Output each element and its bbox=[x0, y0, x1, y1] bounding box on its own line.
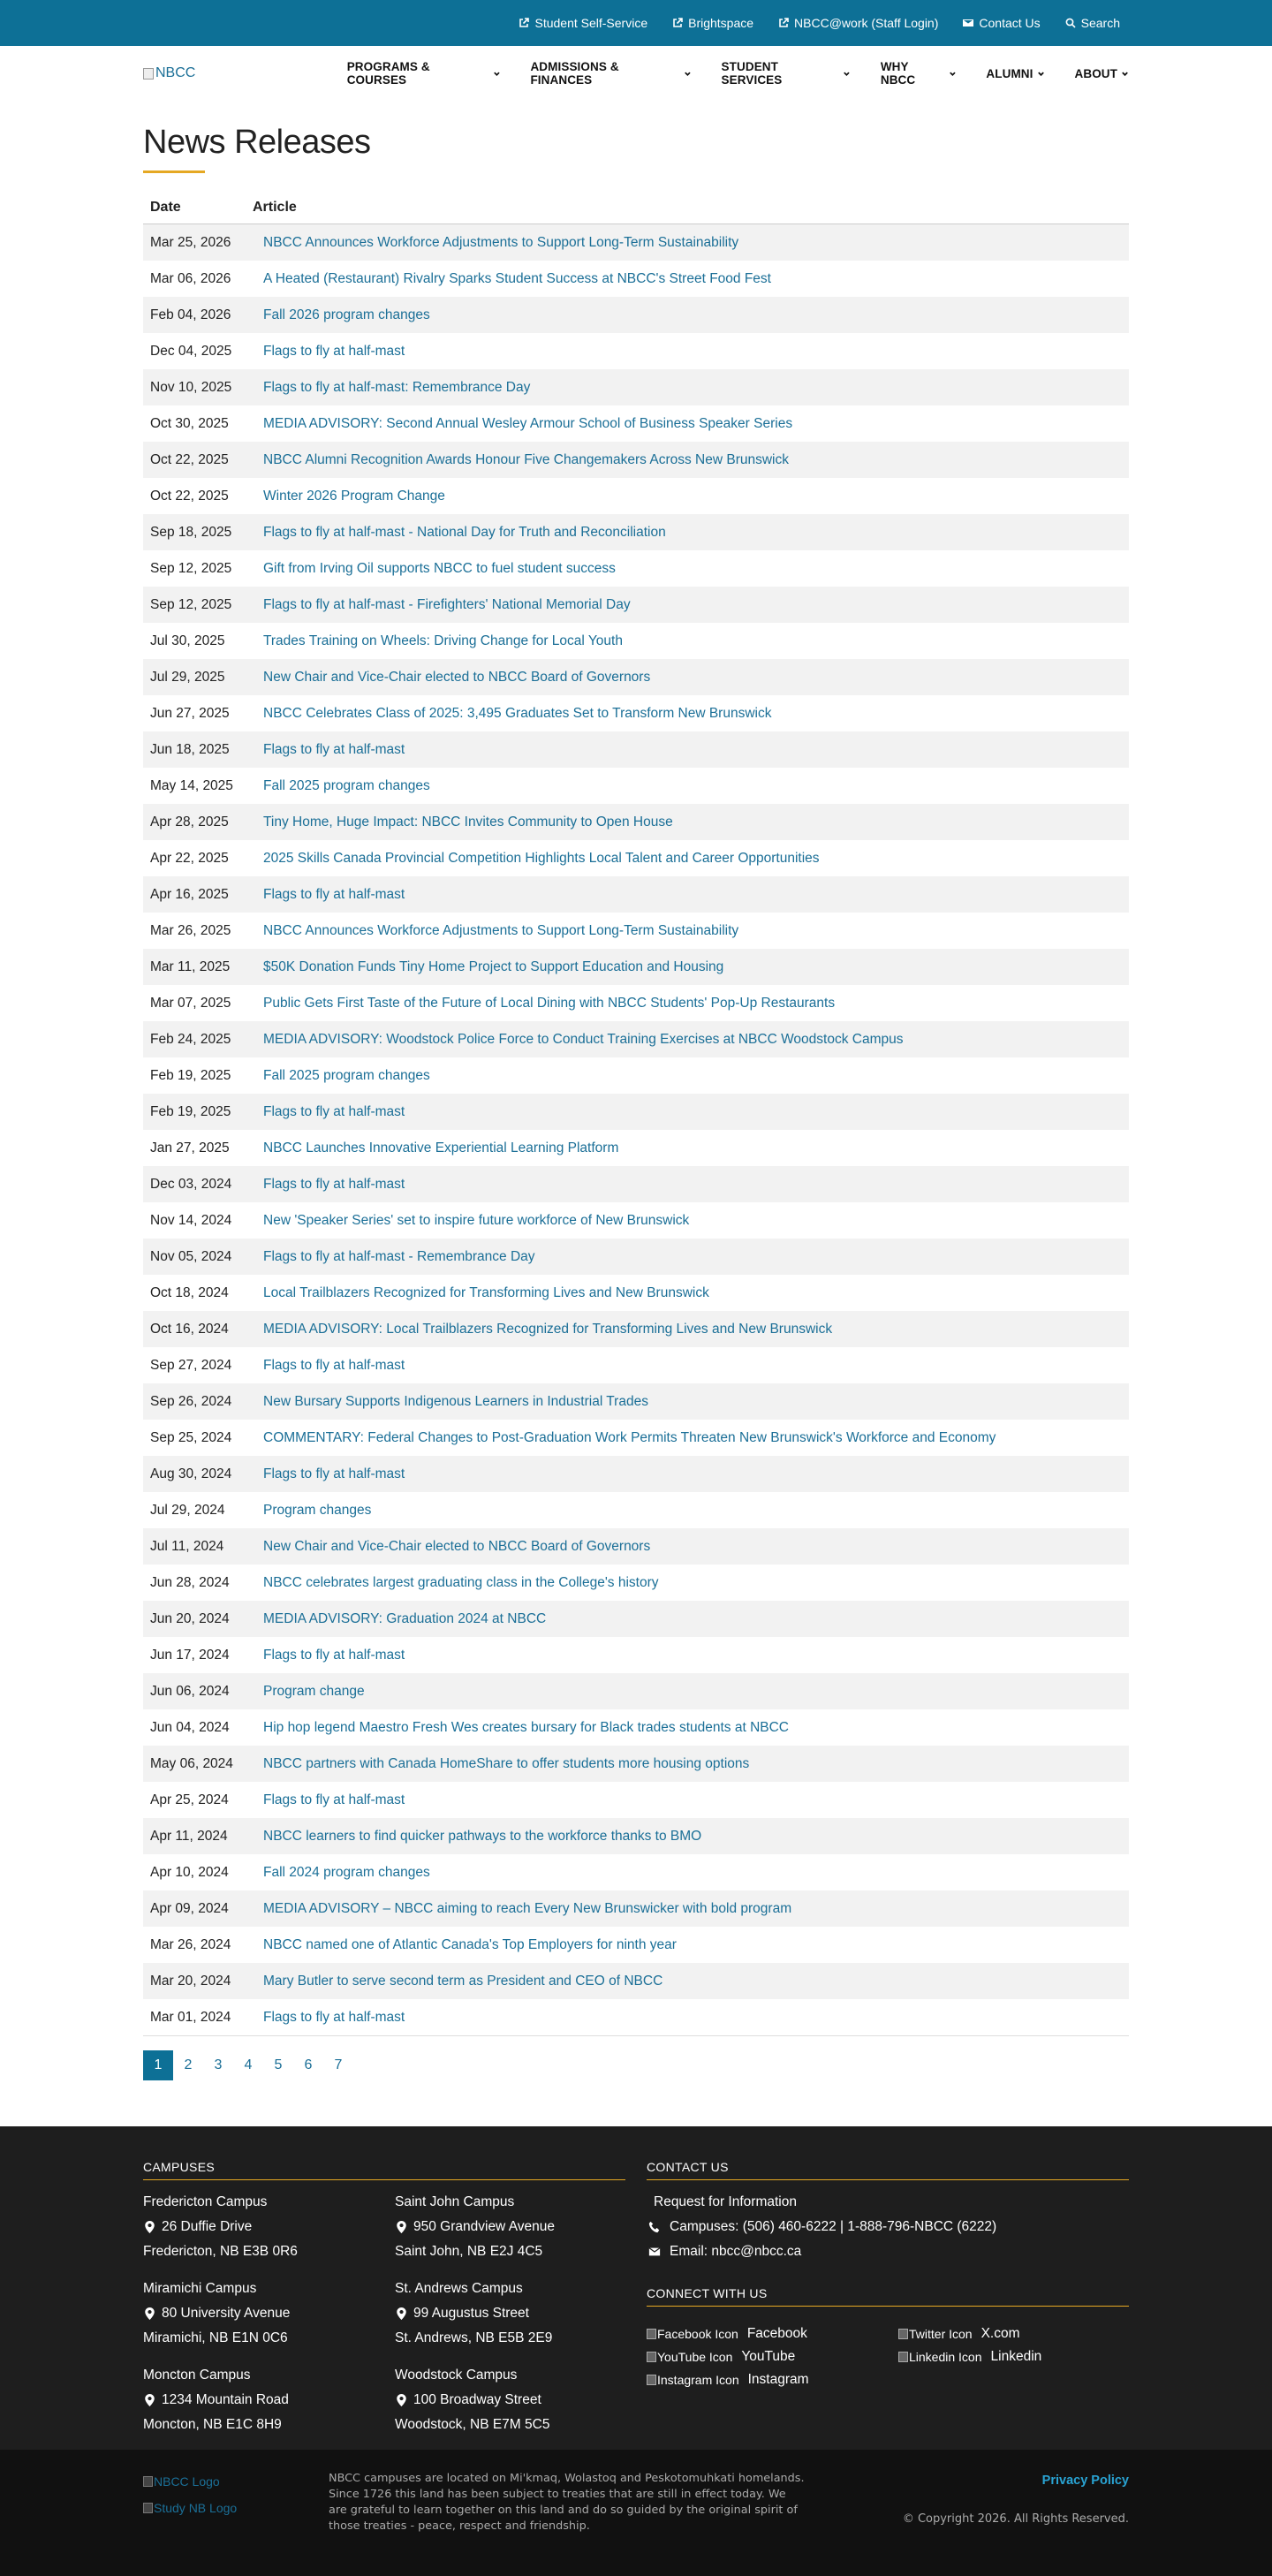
social-label: X.com bbox=[980, 2326, 1020, 2341]
nbcc-logo[interactable]: NBCC bbox=[143, 65, 317, 81]
footer bbox=[0, 2126, 1272, 2450]
table-header bbox=[143, 192, 1129, 224]
table-row bbox=[143, 1420, 1129, 1456]
table-row bbox=[143, 1239, 1129, 1275]
article-link[interactable]: Flags to fly at half-mast bbox=[263, 1466, 405, 1481]
campus-city: Saint John, NB E2J 4C5 bbox=[395, 2244, 543, 2259]
icon-alt-text: Linkedin Icon bbox=[909, 2350, 982, 2364]
article-link[interactable]: 2025 Skills Canada Provincial Competition Highlights Local Talent and Career Opportunities bbox=[263, 850, 820, 866]
row-date: Jul 30, 2025 bbox=[150, 633, 225, 648]
contact-us-link[interactable]: Contact Us bbox=[963, 16, 1040, 30]
table-row bbox=[143, 550, 1129, 587]
page-4-button[interactable]: 4 bbox=[244, 2057, 253, 2072]
search-icon bbox=[1065, 18, 1076, 28]
table-row bbox=[143, 1890, 1129, 1927]
row-date: Jun 27, 2025 bbox=[150, 705, 230, 721]
social-label: Instagram bbox=[747, 2372, 809, 2387]
campus-street bbox=[143, 2306, 395, 2322]
row-date: Sep 26, 2024 bbox=[150, 1393, 232, 1409]
table-row bbox=[143, 1963, 1129, 1999]
campus-city: Fredericton, NB E3B 0R6 bbox=[143, 2244, 298, 2259]
row-date: Jun 18, 2025 bbox=[150, 741, 230, 757]
row-date: Feb 24, 2025 bbox=[150, 1031, 231, 1047]
table-row bbox=[143, 1818, 1129, 1854]
table-row bbox=[143, 804, 1129, 840]
main-content bbox=[0, 124, 1272, 2080]
campus-street bbox=[143, 2392, 395, 2408]
row-date: Apr 10, 2024 bbox=[150, 1864, 229, 1880]
table-row bbox=[143, 1492, 1129, 1528]
article-link[interactable]: Fall 2026 program changes bbox=[263, 307, 430, 322]
campuses-section bbox=[143, 2126, 625, 2450]
campus-name: Miramichi Campus bbox=[143, 2281, 257, 2296]
row-date: Aug 30, 2024 bbox=[150, 1466, 232, 1481]
icon-alt-text: YouTube Icon bbox=[657, 2350, 733, 2364]
row-date: Apr 16, 2025 bbox=[150, 886, 229, 902]
table-row bbox=[143, 587, 1129, 623]
campus-city: St. Andrews, NB E5B 2E9 bbox=[395, 2330, 553, 2345]
campus-card bbox=[395, 2281, 625, 2355]
page-title: News Releases bbox=[143, 124, 371, 161]
article-link[interactable]: Fall 2024 program changes bbox=[263, 1864, 430, 1880]
table-row bbox=[143, 1709, 1129, 1746]
article-link[interactable]: NBCC Launches Innovative Experiential Learning Platform bbox=[263, 1140, 619, 1155]
bottom-bar bbox=[0, 2450, 1272, 2576]
table-row bbox=[143, 442, 1129, 478]
icon-alt-text: Facebook Icon bbox=[657, 2327, 738, 2341]
article-link[interactable]: Mary Butler to serve second term as President and CEO of NBCC bbox=[263, 1973, 663, 1989]
column-header-date: Date bbox=[150, 200, 181, 215]
article-link[interactable]: Fall 2025 program changes bbox=[263, 1067, 430, 1083]
icon-alt-text: Twitter Icon bbox=[909, 2327, 973, 2341]
broken-image-icon bbox=[898, 2350, 982, 2364]
row-date: Sep 12, 2025 bbox=[150, 596, 232, 612]
row-date: Jun 20, 2024 bbox=[150, 1610, 230, 1626]
street-text: 99 Augustus Street bbox=[413, 2306, 529, 2321]
article-link[interactable]: NBCC Announces Workforce Adjustments to Support Long-Term Sustainability bbox=[263, 922, 739, 938]
table-row bbox=[143, 224, 1129, 261]
article-link[interactable]: Flags to fly at half-mast bbox=[263, 741, 405, 757]
title-underline bbox=[143, 170, 205, 173]
campus-name: Saint John Campus bbox=[395, 2194, 515, 2209]
table-row bbox=[143, 1528, 1129, 1565]
land-acknowledgement: NBCC campuses are located on Mi'kmaq, Wolastoq and Peskotomuhkati homelands. Since 1726 this land has been subject to treaties that are still in effect today. We are grateful to learn together on this land and do so guided by the original spirit of those treaties - peace, respect and friendship. bbox=[329, 2472, 805, 2533]
article-link[interactable]: NBCC Alumni Recognition Awards Honour Five Changemakers Across New Brunswick bbox=[263, 451, 789, 467]
campus-street bbox=[395, 2306, 625, 2322]
row-date: Jul 11, 2024 bbox=[150, 1538, 224, 1554]
social-links bbox=[647, 2326, 1129, 2388]
nav-programs-courses[interactable]: PROGRAMS & COURSES bbox=[347, 60, 501, 87]
row-date: Jun 28, 2024 bbox=[150, 1574, 230, 1590]
broken-image-icon bbox=[647, 2373, 739, 2387]
street-text: 80 University Avenue bbox=[162, 2306, 291, 2321]
broken-image-icon bbox=[898, 2327, 973, 2341]
street-text: 950 Grandview Avenue bbox=[413, 2219, 555, 2234]
row-date: Apr 25, 2024 bbox=[150, 1792, 229, 1807]
table-row bbox=[143, 478, 1129, 514]
article-link[interactable]: Flags to fly at half-mast bbox=[263, 1792, 405, 1807]
article-link[interactable]: MEDIA ADVISORY: Local Trailblazers Recognized for Transforming Lives and New Brunswick bbox=[263, 1321, 833, 1337]
image-placeholder-icon bbox=[898, 2329, 908, 2339]
table-row bbox=[143, 1311, 1129, 1347]
article-link[interactable]: New Chair and Vice-Chair elected to NBCC Board of Governors bbox=[263, 669, 651, 685]
broken-image-icon bbox=[143, 2476, 153, 2487]
campus-street bbox=[395, 2392, 625, 2408]
article-link[interactable]: NBCC celebrates largest graduating class in the College's history bbox=[263, 1574, 659, 1590]
article-link[interactable]: NBCC Announces Workforce Adjustments to Support Long-Term Sustainability bbox=[263, 234, 739, 250]
article-link[interactable]: Flags to fly at half-mast bbox=[263, 2009, 405, 2025]
row-date: Mar 25, 2026 bbox=[150, 234, 231, 250]
table-row bbox=[143, 876, 1129, 913]
study-nb-logo[interactable]: Study NB Logo bbox=[143, 2501, 329, 2515]
row-date: Apr 11, 2024 bbox=[150, 1828, 228, 1844]
campus-street bbox=[395, 2219, 625, 2235]
article-link[interactable]: MEDIA ADVISORY: Second Annual Wesley Armour School of Business Speaker Series bbox=[263, 415, 793, 431]
table-row bbox=[143, 1275, 1129, 1311]
page-7-button[interactable]: 7 bbox=[334, 2057, 343, 2072]
street-text: 100 Broadway Street bbox=[413, 2392, 541, 2407]
broken-image-icon bbox=[647, 2350, 732, 2364]
article-link[interactable]: New 'Speaker Series' set to inspire future workforce of New Brunswick bbox=[263, 1212, 690, 1228]
row-date: Apr 09, 2024 bbox=[150, 1900, 229, 1916]
article-link[interactable]: Flags to fly at half-mast bbox=[263, 343, 405, 359]
chevron-down-icon bbox=[843, 70, 851, 78]
image-placeholder-icon bbox=[898, 2352, 908, 2362]
article-link[interactable]: Program change bbox=[263, 1683, 365, 1699]
campus-name: Moncton Campus bbox=[143, 2368, 251, 2383]
article-link[interactable]: Flags to fly at half-mast - Firefighters' National Memorial Day bbox=[263, 596, 631, 612]
article-link[interactable]: MEDIA ADVISORY – NBCC aiming to reach Every New Brunswicker with bold program bbox=[263, 1900, 792, 1916]
article-link[interactable]: Flags to fly at half-mast bbox=[263, 886, 405, 902]
student-self-service-link[interactable]: Student Self-Service bbox=[519, 16, 647, 30]
row-date: Sep 18, 2025 bbox=[150, 524, 232, 540]
article-link[interactable]: Program changes bbox=[263, 1502, 372, 1518]
icon-alt-text: Instagram Icon bbox=[657, 2373, 739, 2387]
table-row bbox=[143, 840, 1129, 876]
table-row bbox=[143, 405, 1129, 442]
social-link-linkedin[interactable] bbox=[898, 2349, 1129, 2365]
table-row bbox=[143, 731, 1129, 768]
phone-line: Campuses: (506) 460-6222 | 1-888-796-NBCC (6222) bbox=[647, 2219, 1129, 2235]
broken-image-icon bbox=[143, 68, 154, 80]
article-link[interactable]: New Bursary Supports Indigenous Learners in Industrial Trades bbox=[263, 1393, 648, 1409]
row-date: Sep 12, 2025 bbox=[150, 560, 232, 576]
table-row bbox=[143, 1637, 1129, 1673]
table-row bbox=[143, 949, 1129, 985]
campus-city: Moncton, NB E1C 8H9 bbox=[143, 2417, 282, 2432]
table-row bbox=[143, 1057, 1129, 1094]
map-pin-icon bbox=[397, 2221, 406, 2233]
chevron-down-icon bbox=[684, 70, 692, 78]
row-date: Jul 29, 2024 bbox=[150, 1502, 225, 1518]
table-row bbox=[143, 913, 1129, 949]
envelope-icon bbox=[648, 2246, 661, 2258]
page-6-button[interactable]: 6 bbox=[304, 2057, 313, 2072]
table-row bbox=[143, 1854, 1129, 1890]
table-row bbox=[143, 333, 1129, 369]
article-link[interactable]: Gift from Irving Oil supports NBCC to fuel student success bbox=[263, 560, 616, 576]
row-date: Nov 14, 2024 bbox=[150, 1212, 232, 1228]
campus-list bbox=[143, 2194, 625, 2442]
row-date: Feb 19, 2025 bbox=[150, 1067, 231, 1083]
map-pin-icon bbox=[145, 2221, 155, 2233]
privacy-policy-link[interactable]: Privacy Policy bbox=[1041, 2474, 1129, 2488]
image-placeholder-icon bbox=[647, 2329, 656, 2339]
broken-image-icon bbox=[143, 2503, 153, 2513]
row-date: Feb 04, 2026 bbox=[150, 307, 231, 322]
article-link[interactable]: NBCC partners with Canada HomeShare to offer students more housing options bbox=[263, 1755, 750, 1771]
chevron-down-icon bbox=[949, 70, 957, 78]
article-link[interactable]: $50K Donation Funds Tiny Home Project to Support Education and Housing bbox=[263, 958, 724, 974]
table-body bbox=[143, 224, 1129, 2035]
social-label: Linkedin bbox=[990, 2349, 1042, 2364]
table-row bbox=[143, 1999, 1129, 2035]
social-link-instagram[interactable] bbox=[647, 2372, 898, 2388]
row-date: Jul 29, 2025 bbox=[150, 669, 225, 685]
row-date: Jan 27, 2025 bbox=[150, 1140, 230, 1155]
campuses-heading: CAMPUSES bbox=[143, 2160, 625, 2180]
news-table bbox=[143, 192, 1129, 2035]
table-row bbox=[143, 695, 1129, 731]
contact-heading: CONTACT US bbox=[647, 2160, 1129, 2180]
map-pin-icon bbox=[397, 2307, 406, 2320]
copyright: © Copyright 2026. All Rights Reserved. bbox=[902, 2512, 1129, 2526]
nav-about[interactable]: ABOUT bbox=[1075, 60, 1130, 87]
campus-card bbox=[143, 2194, 395, 2269]
map-pin-icon bbox=[397, 2394, 406, 2406]
brightspace-link[interactable]: Brightspace bbox=[672, 16, 753, 30]
article-link[interactable]: NBCC named one of Atlantic Canada's Top Employers for ninth year bbox=[263, 1936, 677, 1952]
page-1-button[interactable]: 1 bbox=[143, 2050, 173, 2080]
campus-city: Miramichi, NB E1N 0C6 bbox=[143, 2330, 288, 2345]
campus-street bbox=[143, 2219, 395, 2235]
article-link[interactable]: NBCC learners to find quicker pathways to the workforce thanks to BMO bbox=[263, 1828, 702, 1844]
page-5-button[interactable]: 5 bbox=[274, 2057, 283, 2072]
bottom-logos bbox=[143, 2450, 329, 2576]
phone-icon bbox=[648, 2221, 661, 2233]
row-date: Sep 27, 2024 bbox=[150, 1357, 232, 1373]
row-date: Oct 30, 2025 bbox=[150, 415, 229, 431]
nbcc-at-work-link[interactable]: NBCC@work (Staff Login) bbox=[778, 16, 938, 30]
article-link[interactable]: Hip hop legend Maestro Fresh Wes creates bursary for Black trades students at NBCC bbox=[263, 1719, 790, 1735]
page-2-button[interactable]: 2 bbox=[184, 2057, 193, 2072]
campus-card bbox=[143, 2368, 395, 2442]
table-row bbox=[143, 1456, 1129, 1492]
article-link[interactable]: Flags to fly at half-mast bbox=[263, 1647, 405, 1663]
campus-name: Fredericton Campus bbox=[143, 2194, 268, 2209]
row-date: Mar 06, 2026 bbox=[150, 270, 231, 286]
campus-name: St. Andrews Campus bbox=[395, 2281, 523, 2296]
table-row bbox=[143, 369, 1129, 405]
table-row bbox=[143, 1746, 1129, 1782]
row-date: Mar 26, 2025 bbox=[150, 922, 231, 938]
article-link[interactable]: Flags to fly at half-mast: Remembrance Day bbox=[263, 379, 531, 395]
article-link[interactable]: Tiny Home, Huge Impact: NBCC Invites Community to Open House bbox=[263, 814, 673, 830]
row-date: Mar 07, 2025 bbox=[150, 995, 231, 1011]
row-date: Mar 20, 2024 bbox=[150, 1973, 231, 1989]
article-link[interactable]: Flags to fly at half-mast - National Day for Truth and Reconciliation bbox=[263, 524, 666, 540]
nav-alumni[interactable]: ALUMNI bbox=[986, 60, 1044, 87]
row-date: Jun 17, 2024 bbox=[150, 1647, 230, 1663]
page-3-button[interactable]: 3 bbox=[214, 2057, 223, 2072]
row-date: Jun 06, 2024 bbox=[150, 1683, 230, 1699]
row-date: Apr 22, 2025 bbox=[150, 850, 229, 866]
map-pin-icon bbox=[145, 2307, 155, 2320]
email-line[interactable]: Email: nbcc@nbcc.ca bbox=[647, 2244, 1129, 2260]
table-row bbox=[143, 1347, 1129, 1383]
table-row bbox=[143, 1601, 1129, 1637]
row-date: Oct 16, 2024 bbox=[150, 1321, 229, 1337]
nav-why-nbcc[interactable]: WHY NBCC bbox=[881, 60, 957, 87]
row-date: Apr 28, 2025 bbox=[150, 814, 229, 830]
article-link[interactable]: MEDIA ADVISORY: Woodstock Police Force to Conduct Training Exercises at NBCC Woodstock Campus bbox=[263, 1031, 904, 1047]
article-link[interactable]: Flags to fly at half-mast bbox=[263, 1103, 405, 1119]
row-date: Nov 10, 2025 bbox=[150, 379, 232, 395]
table-row bbox=[143, 659, 1129, 695]
table-row bbox=[143, 297, 1129, 333]
table-row bbox=[143, 1094, 1129, 1130]
table-row bbox=[143, 1166, 1129, 1202]
table-row bbox=[143, 1383, 1129, 1420]
article-link[interactable]: A Heated (Restaurant) Rivalry Sparks Student Success at NBCC's Street Food Fest bbox=[263, 270, 771, 286]
article-link[interactable]: New Chair and Vice-Chair elected to NBCC Board of Governors bbox=[263, 1538, 651, 1554]
nav-student-services[interactable]: STUDENT SERVICES bbox=[722, 60, 851, 87]
contact-section bbox=[647, 2126, 1129, 2450]
main-nav bbox=[317, 60, 1129, 87]
utility-bar bbox=[0, 0, 1272, 46]
request-info-link[interactable]: Request for Information bbox=[654, 2194, 797, 2209]
article-link[interactable]: COMMENTARY: Federal Changes to Post-Graduation Work Permits Threaten New Brunswick's Workforce and Economy bbox=[263, 1429, 996, 1445]
table-row bbox=[143, 985, 1129, 1021]
broken-image-icon bbox=[647, 2327, 738, 2341]
site-header bbox=[0, 46, 1272, 101]
article-link[interactable]: MEDIA ADVISORY: Graduation 2024 at NBCC bbox=[263, 1610, 547, 1626]
street-text: 1234 Mountain Road bbox=[162, 2392, 289, 2407]
chevron-down-icon bbox=[1121, 70, 1129, 78]
social-link-facebook[interactable] bbox=[647, 2326, 898, 2342]
contact-details bbox=[647, 2194, 1129, 2260]
table-row bbox=[143, 1202, 1129, 1239]
social-label: Facebook bbox=[746, 2326, 807, 2341]
article-link[interactable]: Public Gets First Taste of the Future of Local Dining with NBCC Students' Pop-Up Restaurants bbox=[263, 995, 836, 1011]
row-date: Feb 19, 2025 bbox=[150, 1103, 231, 1119]
row-date: Dec 03, 2024 bbox=[150, 1176, 232, 1192]
chevron-down-icon bbox=[493, 70, 501, 78]
street-text: 26 Duffie Drive bbox=[162, 2219, 253, 2234]
external-link-icon bbox=[672, 18, 683, 28]
row-date: Sep 25, 2024 bbox=[150, 1429, 232, 1445]
external-link-icon bbox=[778, 18, 789, 28]
map-pin-icon bbox=[145, 2394, 155, 2406]
table-divider bbox=[143, 2035, 1129, 2036]
table-row bbox=[143, 768, 1129, 804]
row-date: Dec 04, 2025 bbox=[150, 343, 232, 359]
nbcc-footer-logo[interactable]: NBCC Logo bbox=[143, 2474, 329, 2489]
mail-icon bbox=[963, 18, 973, 28]
row-date: Oct 18, 2024 bbox=[150, 1284, 229, 1300]
article-link[interactable]: NBCC Celebrates Class of 2025: 3,495 Graduates Set to Transform New Brunswick bbox=[263, 705, 772, 721]
social-link-xcom[interactable] bbox=[898, 2326, 1129, 2342]
external-link-icon bbox=[519, 18, 529, 28]
image-placeholder-icon bbox=[647, 2352, 656, 2362]
article-link[interactable]: Winter 2026 Program Change bbox=[263, 488, 445, 504]
nav-admissions-finances[interactable]: ADMISSIONS & FINANCES bbox=[530, 60, 691, 87]
campus-card bbox=[143, 2281, 395, 2355]
table-row bbox=[143, 514, 1129, 550]
table-row bbox=[143, 623, 1129, 659]
row-date: Oct 22, 2025 bbox=[150, 488, 229, 504]
pagination bbox=[143, 2050, 1129, 2080]
row-date: May 14, 2025 bbox=[150, 777, 233, 793]
table-row bbox=[143, 1565, 1129, 1601]
row-date: Jun 04, 2024 bbox=[150, 1719, 230, 1735]
campus-card bbox=[395, 2368, 625, 2442]
search-link[interactable]: Search bbox=[1065, 16, 1120, 30]
article-link[interactable]: Trades Training on Wheels: Driving Change for Local Youth bbox=[263, 633, 623, 648]
connect-heading: CONNECT WITH US bbox=[647, 2286, 1129, 2307]
image-placeholder-icon bbox=[647, 2375, 656, 2385]
chevron-down-icon bbox=[1037, 70, 1045, 78]
table-row bbox=[143, 1130, 1129, 1166]
table-row bbox=[143, 1927, 1129, 1963]
row-date: Oct 22, 2025 bbox=[150, 451, 229, 467]
article-link[interactable]: Flags to fly at half-mast bbox=[263, 1357, 405, 1373]
legal-links bbox=[903, 2450, 1129, 2576]
row-date: Mar 26, 2024 bbox=[150, 1936, 231, 1952]
row-date: Nov 05, 2024 bbox=[150, 1248, 232, 1264]
column-header-article: Article bbox=[253, 200, 297, 215]
social-label: YouTube bbox=[741, 2349, 796, 2364]
table-row bbox=[143, 1782, 1129, 1818]
table-row bbox=[143, 261, 1129, 297]
social-link-youtube[interactable] bbox=[647, 2349, 898, 2365]
campus-card bbox=[395, 2194, 625, 2269]
row-date: Mar 01, 2024 bbox=[150, 2009, 231, 2025]
article-link[interactable]: Fall 2025 program changes bbox=[263, 777, 430, 793]
article-link[interactable]: Flags to fly at half-mast - Remembrance Day bbox=[263, 1248, 535, 1264]
campus-name: Woodstock Campus bbox=[395, 2368, 518, 2383]
campus-city: Woodstock, NB E7M 5C5 bbox=[395, 2417, 550, 2432]
table-row bbox=[143, 1021, 1129, 1057]
row-date: Mar 11, 2025 bbox=[150, 958, 231, 974]
row-date: May 06, 2024 bbox=[150, 1755, 233, 1771]
article-link[interactable]: Local Trailblazers Recognized for Transforming Lives and New Brunswick bbox=[263, 1284, 709, 1300]
table-row bbox=[143, 1673, 1129, 1709]
article-link[interactable]: Flags to fly at half-mast bbox=[263, 1176, 405, 1192]
